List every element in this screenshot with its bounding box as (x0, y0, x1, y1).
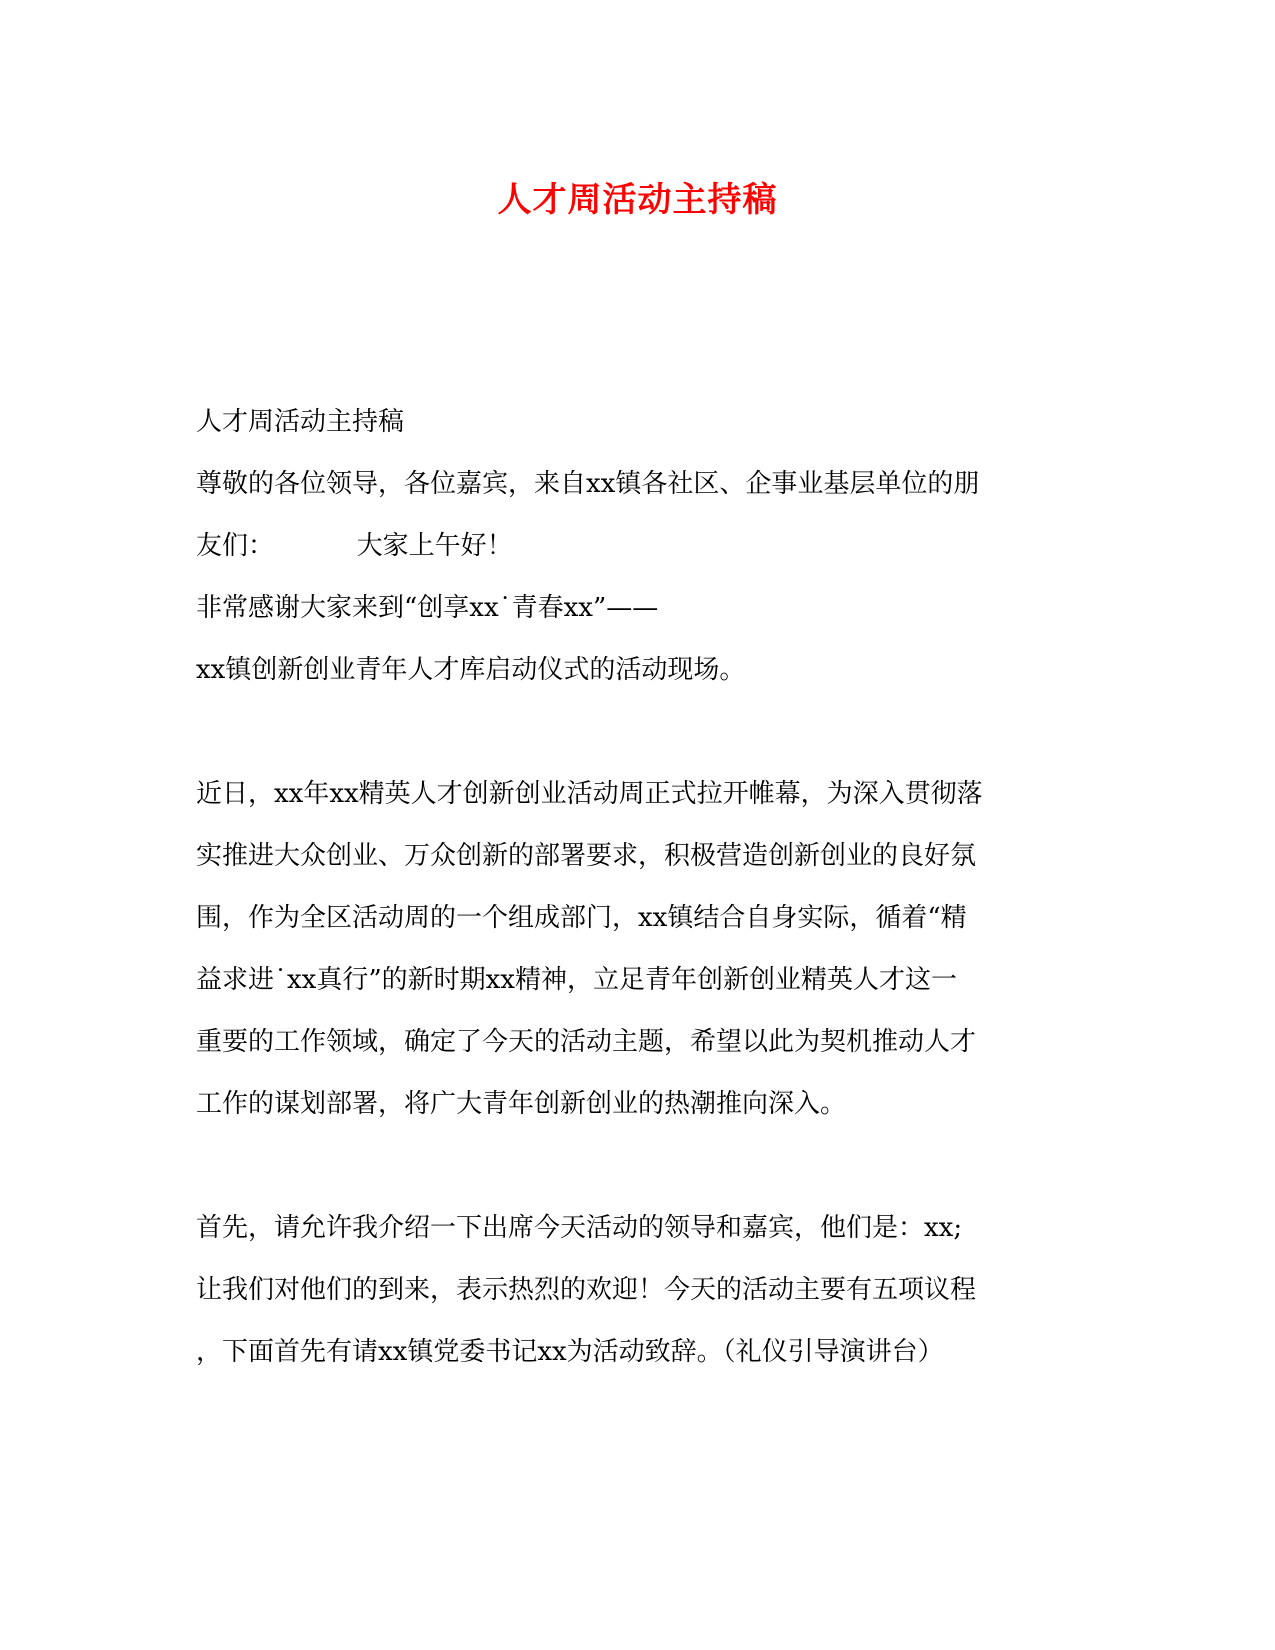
body-line: 让我们对他们的到来，表示热烈的欢迎！今天的活动主要有五项议程 (196, 1275, 977, 1305)
body-line: 工作的谋划部署，将广大青年创新创业的热潮推向深入。 (196, 1089, 847, 1119)
body-line: 围，作为全区活动周的一个组成部门，xx镇结合自身实际，循着“精 (196, 903, 967, 933)
body-line: xx镇创新创业青年人才库启动仪式的活动现场。 (196, 655, 746, 685)
body-line: 益求进˙xx真行”的新时期xx精神，立足青年创新创业精英人才这一 (196, 965, 957, 995)
body-line: 重要的工作领域，确定了今天的活动主题，希望以此为契机推动人才 (196, 1027, 977, 1057)
body-line: 非常感谢大家来到“创享xx˙青春xx”—— (196, 593, 659, 623)
body-line: 人才周活动主持稿 (196, 407, 405, 437)
body-line: 近日，xx年xx精英人才创新创业活动周正式拉开帷幕，为深入贯彻落 (196, 779, 983, 809)
body-line: ，下面首先有请xx镇党委书记xx为活动致辞。（礼仪引导演讲台） (196, 1337, 944, 1367)
body-line: 友们： 大家上午好！ (196, 531, 513, 561)
document-title: 人才周活动主持稿 (497, 180, 778, 220)
body-line: 实推进大众创业、万众创新的部署要求，积极营造创新创业的良好氛 (196, 841, 977, 871)
body-line: 尊敬的各位领导，各位嘉宾，来自xx镇各社区、企事业基层单位的朋 (196, 469, 980, 499)
body-line: 首先，请允许我介绍一下出席今天活动的领导和嘉宾，他们是：xx; (196, 1213, 963, 1243)
